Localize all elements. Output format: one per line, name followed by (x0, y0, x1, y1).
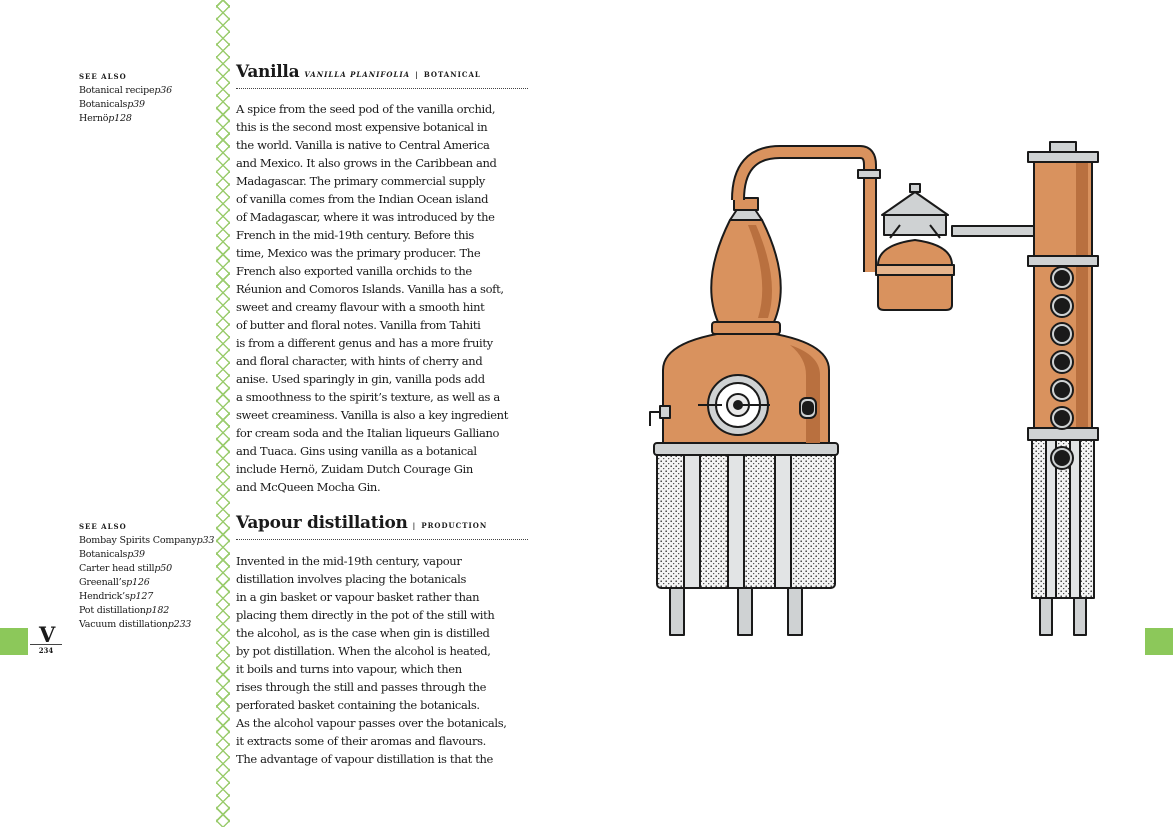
vapour-body: Invented in the mid-19th century, vapour distillation involves placing the botanicals in a gin basket or vapour basket rather than placing them directly in the pot of the still with the alcohol, as is the case when gin is distilled by pot distillation. When the alcohol is heated, it boils and turns into vapour, which then rises through the still and passes through the perforated basket containing the botanicals. As the alcohol vapour passes over the botanicals, it extracts some of their aromas and flavours. The advantage of vapour distillation is that the (236, 554, 507, 766)
entry-category: PRODUCTION (421, 521, 488, 530)
entry-category: BOTANICAL (423, 70, 481, 79)
vapour-heading: Vapour distillation | PRODUCTION (236, 513, 528, 540)
see-also-item[interactable]: Pot distillationp182 (79, 605, 170, 616)
vanilla-heading: Vanilla VANILLA PLANIFOLIA | BOTANICAL (236, 62, 528, 89)
entry-title: Vapour distillation (236, 513, 408, 533)
see-also-item[interactable]: Greenall’sp126 (79, 577, 150, 588)
see-also-item[interactable]: Carter head stillp50 (79, 563, 172, 574)
entry-title: Vanilla (236, 62, 300, 82)
see-also-vanilla (79, 70, 172, 126)
thumb-tab-left (0, 628, 28, 655)
see-also-item[interactable]: Hendrick’sp127 (79, 591, 154, 602)
vanilla-body: A spice from the seed pod of the vanilla orchid, this is the second most expensive botanical in the world. Vanilla is native to Central America and Mexico. It also grows in the Caribbean and Madagascar. The primary commercial supply of vanilla comes from the Indian Ocean island of Madagascar, where it was introduced by the French in the mid-19th century. Before this time, Mexico was the primary producer. The French also exported vanilla orchids to the Réunion and Comoros Islands. Vanilla has a soft, sweet and creamy flavour with a smooth hint of butter and floral notes. Vanilla from Tahiti is from a different genus and has a more fruity and floral character, with hints of cherry and anise. Used sparingly in gin, vanilla pods add a smoothness to the spirit’s texture, as well as a sweet creaminess. Vanilla is also a key ingredient for cream soda and the Italian liqueurs Galliano and Tuaca. Gins using vanilla as a botanical include Hernö, Zuidam Dutch Courage Gin and McQueen Mocha Gin. (236, 102, 509, 494)
see-also-item[interactable]: Botanicalsp39 (79, 549, 145, 560)
see-also-item[interactable]: Botanical recipep36 (79, 85, 172, 96)
thumb-tab-right (1145, 628, 1173, 655)
see-also-heading: SEE ALSO (79, 72, 127, 81)
see-also-item[interactable]: Bombay Spirits Companyp33 (79, 535, 215, 546)
see-also-item[interactable]: Botanicalsp39 (79, 99, 145, 110)
see-also-vapour (79, 520, 214, 632)
see-also-item[interactable]: Hernöp128 (79, 113, 132, 124)
see-also-heading: SEE ALSO (79, 522, 127, 531)
copper-still-illustration (630, 130, 1100, 650)
decorative-divider (216, 0, 230, 827)
section-letter: V (39, 622, 56, 647)
see-also-item[interactable]: Vacuum distillationp233 (79, 619, 192, 630)
latin-name: VANILLA PLANIFOLIA (304, 70, 411, 79)
page-number: 234 (30, 644, 62, 655)
